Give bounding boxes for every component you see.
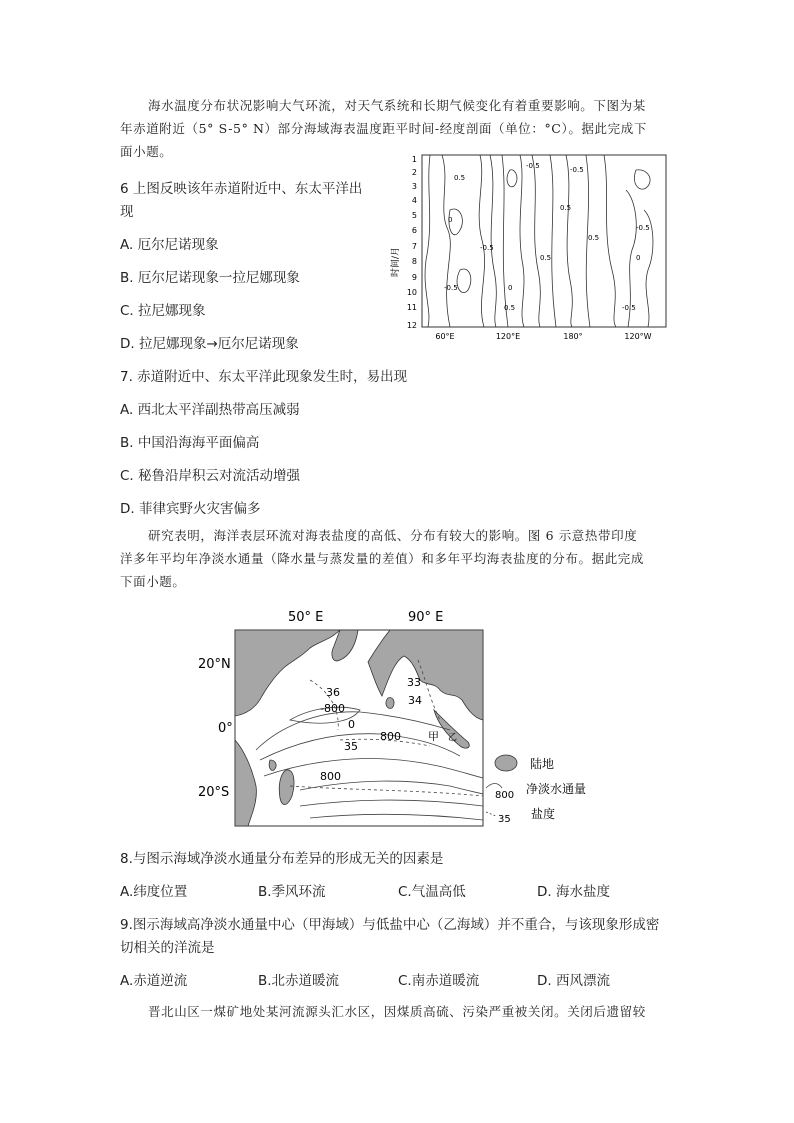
- region-label-yi: 乙: [448, 733, 458, 743]
- contour-label: -0.5: [570, 166, 584, 174]
- q7-option-d[interactable]: D. 菲律宾野火灾害偏多: [120, 501, 261, 517]
- month-tick: 12: [406, 321, 417, 330]
- lat-label-equator: 0°: [218, 721, 233, 736]
- month-tick: 3: [411, 182, 417, 191]
- month-tick: 8: [411, 257, 417, 266]
- legend-land-swatch: [495, 755, 517, 771]
- q7-option-a[interactable]: A. 西北太平洋副热带高压减弱: [120, 402, 300, 418]
- q6-stem-line-2: 现: [120, 204, 134, 220]
- lon-label-90e: 90° E: [408, 610, 444, 625]
- q9-stem-line-2: 切相关的洋流是: [120, 940, 215, 956]
- lon-tick: 60°E: [435, 332, 455, 341]
- indian-ocean-map: [190, 600, 610, 835]
- contour-label: -0.5: [480, 244, 494, 252]
- contour-label: 0: [508, 284, 513, 292]
- month-tick: 6: [411, 226, 417, 235]
- month-tick: 7: [411, 242, 417, 251]
- salinity-label-34: 34: [408, 694, 422, 707]
- q9-option-a[interactable]: A.赤道逆流: [120, 973, 188, 989]
- salinity-label-33: 33: [407, 676, 421, 689]
- contour-label: 0.5: [560, 204, 572, 212]
- legend-salinity-value: 35: [498, 814, 511, 825]
- region-label-jia: 甲: [428, 730, 439, 743]
- q8-option-d[interactable]: D. 海水盐度: [537, 884, 610, 900]
- flux-label-0: 0: [348, 718, 355, 731]
- month-tick: 4: [411, 196, 417, 205]
- contour-label: 0.5: [588, 234, 600, 242]
- q7-option-c[interactable]: C. 秘鲁沿岸积云对流活动增强: [120, 468, 301, 484]
- q6-option-b[interactable]: B. 厄尔尼诺现象一拉尼娜现象: [120, 270, 300, 286]
- contour-label: 0: [636, 254, 641, 262]
- salinity-label-36: 36: [326, 686, 340, 699]
- legend-land-label: 陆地: [530, 757, 555, 771]
- q9-option-d[interactable]: D. 西风漂流: [537, 973, 610, 989]
- contour-label: -0.5: [622, 304, 636, 312]
- intro-1-line-2: 年赤道附近（5° S-5° N）部分海域海表温度距平时间-经度剖面（单位：°C）。据此完成下: [120, 121, 647, 136]
- q6-stem-line-1: 6 上图反映该年赤道附近中、东太平洋出: [120, 181, 363, 197]
- q9-stem-line-1: 9.图示海域高净淡水通量中心（甲海域）与低盐中心（乙海域）并不重合，与该现象形成密: [120, 917, 660, 933]
- q8-option-c[interactable]: C.气温高低: [398, 884, 466, 900]
- q7-option-b[interactable]: B. 中国沿海海平面偏高: [120, 435, 260, 451]
- q6-option-d[interactable]: D. 拉尼娜现象→厄尔尼诺现象: [120, 336, 299, 352]
- q9-option-b[interactable]: B.北赤道暖流: [258, 973, 340, 989]
- contour-label: 0: [448, 216, 453, 224]
- lon-label-50e: 50° E: [288, 610, 324, 625]
- flux-label-800-east: 800: [380, 730, 401, 743]
- q9-option-c[interactable]: C.南赤道暖流: [398, 973, 480, 989]
- lon-tick: 120°W: [624, 332, 652, 341]
- lat-label-20s: 20°S: [198, 785, 230, 800]
- contour-label: 0.5: [504, 304, 516, 312]
- intro-paragraph-2: [120, 524, 676, 593]
- month-tick: 1: [411, 155, 417, 164]
- intro-1-line-1: 海水温度分布状况影响大气环流，对天气系统和长期气候变化有着重要影响。下图为某: [148, 98, 646, 113]
- legend-salinity-label: 盐度: [531, 807, 556, 821]
- lat-label-20n: 20°N: [198, 657, 231, 672]
- legend-flux-line: [486, 784, 502, 789]
- contour-label: 0.5: [540, 254, 552, 262]
- chart-ylabel: 时间/月: [391, 246, 401, 278]
- q8-option-b[interactable]: B.季风环流: [258, 884, 326, 900]
- intro-1-line-3: 面小题。: [120, 144, 173, 159]
- q6-option-a[interactable]: A. 厄尔尼诺现象: [120, 237, 219, 253]
- lon-tick: 180°: [563, 332, 583, 341]
- q7-stem: 7. 赤道附近中、东太平洋此现象发生时，易出现: [120, 369, 408, 385]
- contour-label: -0.5: [526, 162, 540, 170]
- sst-anomaly-chart: [390, 150, 680, 345]
- legend-salinity-line: [486, 812, 496, 816]
- lon-tick: 120°E: [495, 332, 521, 341]
- salinity-label-35: 35: [344, 740, 358, 753]
- q8-option-a[interactable]: A.纬度位置: [120, 884, 188, 900]
- month-tick: 11: [406, 303, 417, 312]
- month-tick: 9: [411, 273, 417, 282]
- month-tick: 5: [411, 211, 417, 220]
- legend-flux-label: 净淡水通量: [526, 782, 587, 796]
- contour-label: -0.5: [636, 224, 650, 232]
- intro-2-line-1: 研究表明，海洋表层环流对海表盐度的高低、分布有较大的影响。图 6 示意热带印度: [148, 528, 638, 543]
- q6-option-c[interactable]: C. 拉尼娜现象: [120, 303, 206, 319]
- month-tick: 10: [406, 288, 417, 297]
- q8-stem: 8.与图示海域净淡水通量分布差异的形成无关的因素是: [120, 851, 444, 867]
- legend-flux-value: 800: [495, 790, 515, 801]
- intro-2-line-3: 下面小题。: [120, 574, 186, 589]
- contour-label: -0.5: [444, 284, 458, 292]
- intro-3-line-1: 晋北山区一煤矿地处某河流源头汇水区，因煤质高硫、污染严重被关闭。关闭后遗留较: [148, 1004, 646, 1019]
- map-legend: [486, 755, 586, 825]
- month-tick: 2: [411, 168, 417, 177]
- intro-2-line-2: 洋多年平均年净淡水通量（降水量与蒸发量的差值）和多年平均海表盐度的分布。据此完成: [120, 551, 645, 566]
- contour-label: 0.5: [454, 174, 466, 182]
- intro-paragraph-3: [120, 1000, 676, 1023]
- flux-label-800-south: 800: [320, 770, 341, 783]
- flux-label-neg800: -800: [320, 702, 345, 715]
